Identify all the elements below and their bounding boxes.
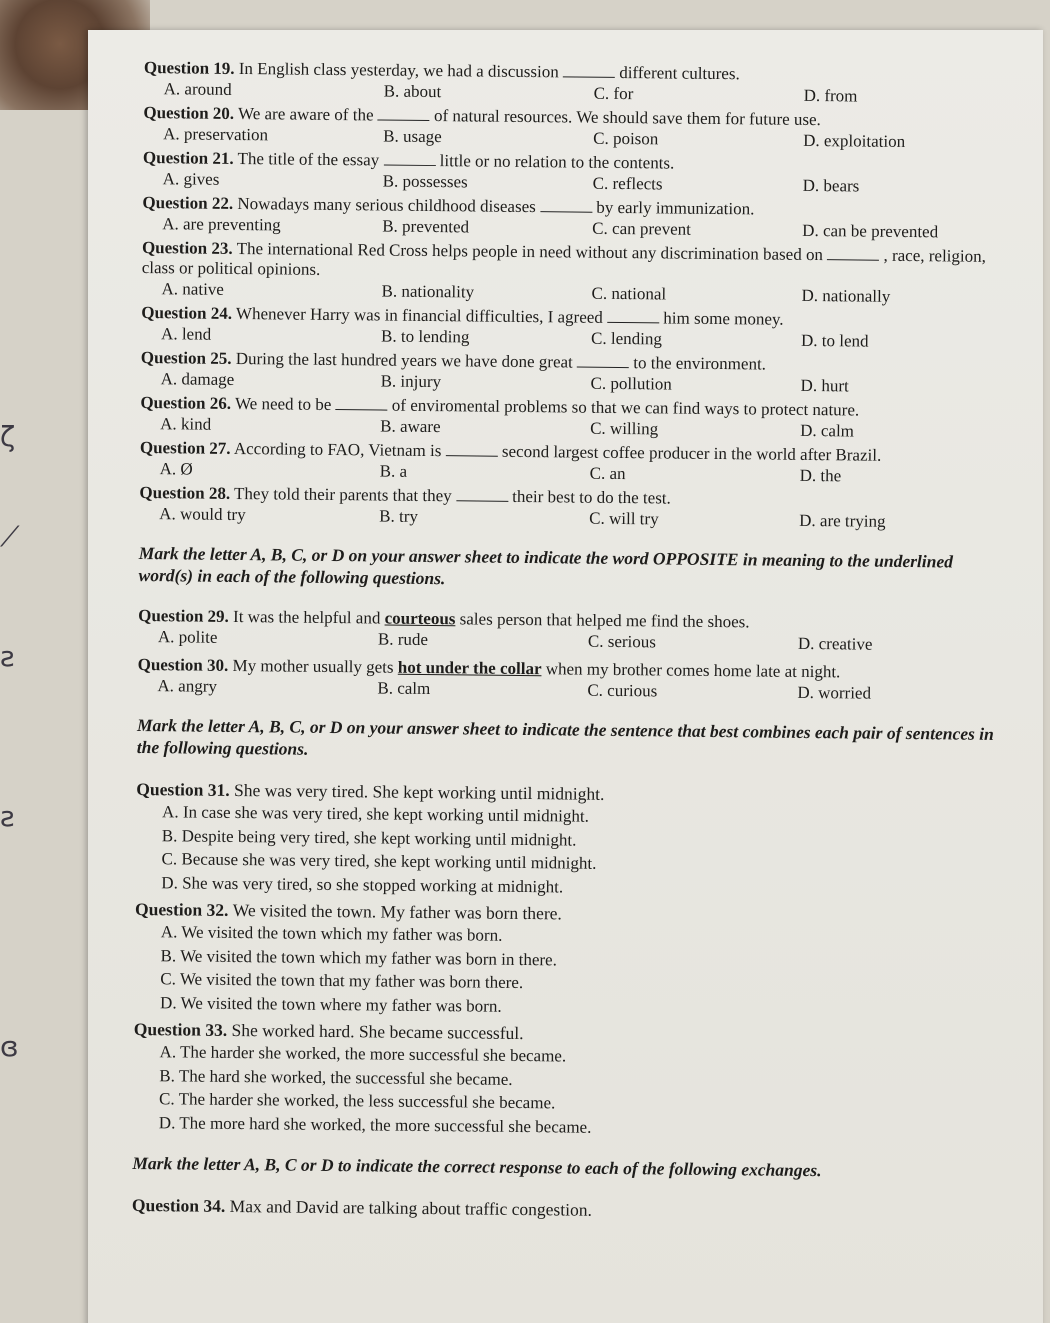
- option-c[interactable]: C. will try: [589, 508, 659, 529]
- underlined-word: courteous: [384, 608, 456, 629]
- question-label: Question 20.: [143, 102, 235, 123]
- option-c[interactable]: C. can prevent: [592, 218, 691, 239]
- stem-text-before: In English class yesterday, we had a discussion: [238, 58, 559, 82]
- stem-text-after: little or no relation to the contents.: [439, 151, 675, 173]
- option-a[interactable]: A. kind: [160, 414, 212, 434]
- stem-text-before: According to FAO, Vietnam is: [233, 438, 442, 461]
- option-c[interactable]: C. national: [591, 283, 667, 304]
- options: [135, 800, 1005, 903]
- instruction-combine: Mark the letter A, B, C, or D on your answer sheet to indicate the sentence that best combines each pair of sentences in the following questions.: [136, 714, 994, 759]
- answer-blank: [446, 455, 498, 457]
- option-a[interactable]: A. The harder she worked, the more successful she became.: [159, 1042, 567, 1066]
- answer-blank: [383, 165, 435, 167]
- option-d[interactable]: D. worried: [797, 682, 872, 703]
- question-text: Max and David are talking about traffic congestion.: [229, 1195, 593, 1220]
- option-b[interactable]: B. aware: [380, 416, 441, 437]
- option-d[interactable]: D. bears: [802, 175, 860, 196]
- underlined-word: hot under the collar: [397, 657, 542, 679]
- option-a[interactable]: A. Ø: [159, 459, 193, 479]
- question-label: Question 25.: [140, 347, 232, 368]
- answer-blank: [378, 119, 430, 121]
- stem-text-before: The international Red Cross helps people in need without any discrimination based on: [236, 238, 824, 265]
- option-a[interactable]: A. are preventing: [162, 214, 281, 235]
- stem-text-after: , race, religion, class or political opinions.: [141, 245, 987, 279]
- answer-blank: [456, 500, 508, 502]
- option-b[interactable]: B. nationality: [381, 281, 475, 302]
- option-c[interactable]: C. reflects: [592, 173, 663, 194]
- question-label: Question 32.: [134, 898, 229, 920]
- stem-text-before: During the last hundred years we have done great: [235, 348, 573, 372]
- option-d[interactable]: D. creative: [797, 633, 873, 654]
- stem-text-after: by early immunization.: [596, 197, 755, 219]
- option-b[interactable]: B. Despite being very tired, she kept working until midnight.: [161, 825, 577, 850]
- option-a[interactable]: A. In case she was very tired, she kept working until midnight.: [162, 802, 589, 826]
- option-d[interactable]: D. calm: [800, 420, 855, 441]
- option-c[interactable]: C. willing: [590, 418, 659, 439]
- stem-text-after: sales person that helped me find the shoes.: [459, 609, 750, 632]
- question-label: Question 29.: [138, 605, 229, 626]
- stem-text-before: They told their parents that they: [233, 483, 452, 506]
- instruction-opposite: Mark the letter A, B, C, or D on your answer sheet to indicate the word OPPOSITE in meaning to the underlined word(s) in each of the following questions.: [138, 542, 954, 589]
- stem-text-before: We need to be: [234, 393, 332, 414]
- option-b[interactable]: B. usage: [383, 126, 442, 147]
- question-q32: [134, 898, 1004, 1023]
- option-d[interactable]: D. from: [803, 85, 858, 106]
- question-label: Question 27.: [139, 437, 231, 458]
- stem-text-after: when my brother comes home late at night.: [545, 659, 841, 682]
- question-label: Question 34.: [131, 1194, 226, 1216]
- question-text: We visited the town. My father was born there.: [232, 899, 562, 924]
- question-q20: [143, 103, 1012, 153]
- option-d[interactable]: D. are trying: [799, 510, 886, 531]
- option-a[interactable]: A. polite: [157, 627, 218, 647]
- option-d[interactable]: D. hurt: [800, 375, 849, 396]
- question-q31: [135, 778, 1005, 903]
- question-q23: [141, 238, 1011, 308]
- margin-scribble: ƨ: [0, 640, 15, 673]
- option-d[interactable]: D. nationally: [801, 285, 891, 306]
- option-b[interactable]: B. about: [383, 81, 442, 102]
- instruction-exchange: Mark the letter A, B, C or D to indicate the correct response to each of the following exchanges.: [132, 1152, 822, 1181]
- option-a[interactable]: A. We visited the town which my father was born.: [160, 922, 503, 945]
- option-c[interactable]: C. Because she was very tired, she kept working until midnight.: [161, 849, 597, 873]
- stem-text-before: It was the helpful and: [232, 606, 381, 628]
- question-q28: [139, 483, 1008, 533]
- question-q29: [138, 606, 1007, 656]
- question-q21: [143, 148, 1012, 198]
- stem-text-after: their best to do the test.: [512, 486, 671, 508]
- worksheet-content: [132, 58, 1013, 1225]
- option-a[interactable]: A. around: [163, 79, 232, 99]
- option-b[interactable]: B. We visited the town which my father was born in there.: [160, 945, 557, 969]
- question-q30: [137, 655, 1006, 705]
- question-label: Question 19.: [143, 58, 235, 78]
- worksheet-page: [88, 30, 1043, 1323]
- answer-blank: [827, 259, 879, 261]
- question-q24: [141, 303, 1010, 353]
- question-q34: [132, 1194, 1001, 1225]
- stem-text-before: Whenever Harry was in financial difficulties, I agreed: [235, 303, 603, 327]
- option-b[interactable]: B. injury: [380, 371, 442, 392]
- option-a[interactable]: A. would try: [159, 504, 246, 525]
- option-d[interactable]: D. to lend: [800, 330, 869, 351]
- option-c[interactable]: C. We visited the town that my father was born there.: [160, 969, 524, 993]
- option-a[interactable]: A. damage: [160, 369, 235, 389]
- option-a[interactable]: A. lend: [161, 324, 212, 344]
- stem-text-after: of natural resources. We should save them for future use.: [433, 106, 821, 130]
- option-a[interactable]: A. native: [161, 279, 225, 299]
- options: [134, 920, 1004, 1023]
- option-d[interactable]: D. can be prevented: [802, 220, 939, 242]
- answer-blank: [577, 367, 629, 369]
- option-c[interactable]: C. serious: [587, 631, 657, 652]
- option-b[interactable]: B. try: [379, 506, 419, 526]
- question-label: Question 21.: [142, 147, 234, 168]
- stem-text-before: My mother usually gets: [232, 655, 394, 677]
- option-c[interactable]: C. curious: [587, 680, 658, 701]
- stem-text-after: different cultures.: [619, 62, 740, 84]
- option-c[interactable]: C. poison: [593, 128, 659, 149]
- question-label: Question 30.: [137, 654, 229, 675]
- option-d[interactable]: D. We visited the town where my father was born.: [160, 992, 502, 1016]
- question-label: Question 31.: [136, 778, 230, 800]
- stem-text-after: him some money.: [663, 308, 784, 329]
- question-q33: [133, 1018, 1003, 1143]
- option-c[interactable]: C. an: [589, 463, 626, 484]
- options: [133, 1040, 1003, 1143]
- option-d[interactable]: D. She was very tired, so she stopped working at midnight.: [161, 872, 564, 896]
- question-label: Question 23.: [141, 237, 233, 258]
- stem-text-after: to the environment.: [633, 353, 767, 374]
- question-q19: [144, 58, 1013, 108]
- margin-scribble: ɞ: [0, 1030, 19, 1063]
- stem-text-after: of enviromental problems so that we can find ways to protect nature.: [391, 395, 860, 420]
- answer-blank: [540, 211, 592, 213]
- margin-scribble: ƨ: [0, 800, 15, 833]
- question-text: She worked hard. She became successful.: [231, 1019, 524, 1044]
- option-d[interactable]: D. exploitation: [803, 130, 906, 151]
- option-c[interactable]: C. The harder she worked, the less successful she became.: [159, 1089, 556, 1113]
- option-a[interactable]: A. preservation: [163, 124, 269, 145]
- question-label: Question 24.: [141, 302, 233, 323]
- option-b[interactable]: B. a: [379, 461, 408, 481]
- margin-scribble: ⟋: [0, 520, 20, 553]
- margin-scribble: ζ: [0, 420, 16, 453]
- option-a[interactable]: A. gives: [162, 169, 220, 189]
- option-c[interactable]: C. for: [593, 83, 634, 104]
- question-q27: [140, 438, 1009, 488]
- question-label: Question 22.: [142, 192, 234, 213]
- option-b[interactable]: B. rude: [377, 629, 429, 650]
- option-b[interactable]: B. The hard she worked, the successful she became.: [159, 1065, 513, 1089]
- option-c[interactable]: C. lending: [590, 328, 663, 349]
- stem-text-before: The title of the essay: [237, 148, 380, 170]
- question-q25: [141, 348, 1010, 398]
- option-b[interactable]: B. to lending: [381, 326, 470, 347]
- question-text: She was very tired. She kept working until midnight.: [233, 779, 605, 804]
- stem-text-before: We are aware of the: [237, 103, 374, 125]
- answer-blank: [563, 76, 615, 78]
- answer-blank: [336, 409, 388, 411]
- option-d[interactable]: D. The more hard she worked, the more successful she became.: [158, 1112, 592, 1137]
- question-q22: [142, 193, 1011, 243]
- option-b[interactable]: B. possesses: [382, 171, 468, 192]
- question-label: Question 26.: [140, 392, 232, 413]
- option-b[interactable]: B. prevented: [382, 216, 470, 237]
- option-c[interactable]: C. pollution: [590, 373, 672, 394]
- question-label: Question 33.: [133, 1018, 228, 1040]
- option-a[interactable]: A. angry: [157, 676, 218, 696]
- option-b[interactable]: B. calm: [377, 678, 431, 699]
- answer-blank: [607, 322, 659, 324]
- question-q26: [140, 393, 1009, 443]
- stem-text-before: Nowadays many serious childhood diseases: [237, 193, 536, 217]
- option-d[interactable]: D. the: [799, 465, 842, 486]
- question-label: Question 28.: [139, 482, 231, 503]
- stem-text-after: second largest coffee producer in the world after Brazil.: [501, 441, 882, 465]
